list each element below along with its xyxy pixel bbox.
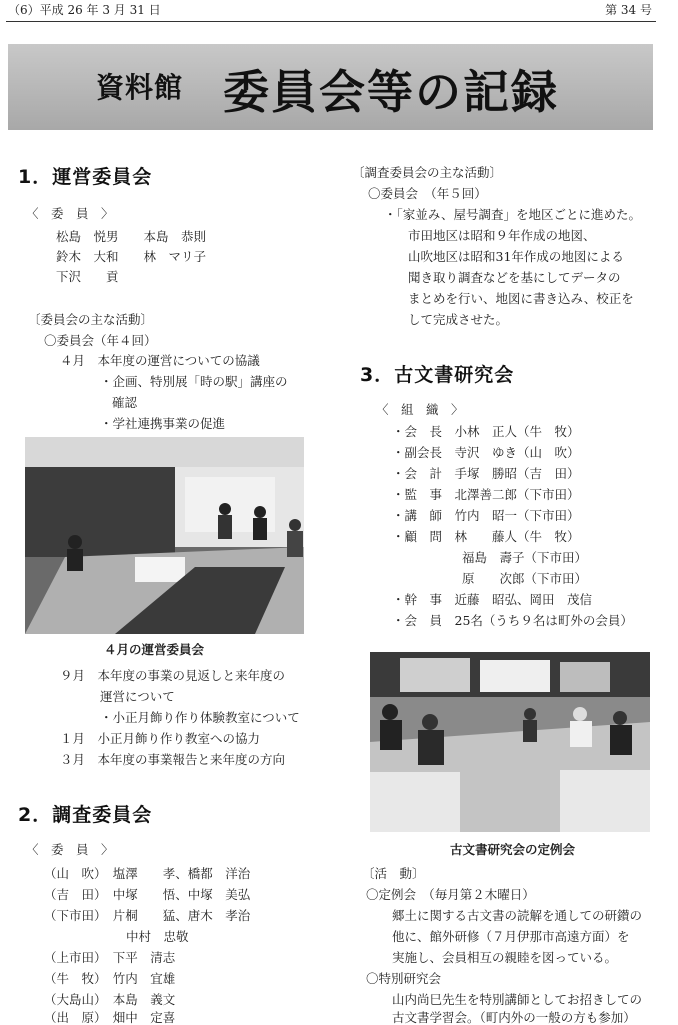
s3-act-line: 古文書学習会。（町内外の一般の方も参加） (392, 1010, 636, 1025)
s1-activities-label: 〔委員会の主な活動〕 (28, 312, 154, 327)
s3-org-row: 福島 壽子（下市田） (462, 550, 588, 565)
s3-activities-label: 〔活 動〕 (362, 866, 425, 881)
s3-org-row: ・会 員 25名（うち９名は町外の会員） (392, 613, 633, 628)
s1-line: ・企画、特別展「時の駅」講座の (100, 374, 288, 389)
s3-act-line: 山内尚巳先生を特別講師としてお招きしての (392, 992, 643, 1007)
section1-title: 1．運営委員会 (18, 166, 153, 188)
s1-line: １月 小正月飾り作り教室への協力 (60, 731, 261, 746)
s3-act-line: 他に、館外研修（７月伊那市高遠方面）を (392, 929, 630, 944)
s1-members-label: 〈 委 員 〉 (26, 206, 114, 221)
s1-line: ・学社連携事業の促進 (100, 416, 226, 431)
s3-act-line: 〇特別研究会 (366, 971, 442, 986)
s2-member-row: （下市田） 片桐 猛、唐木 孝治 (44, 908, 251, 923)
s3-org-row: ・顧 問 林 藤人（牛 牧） (392, 529, 580, 544)
header-rule (6, 21, 656, 22)
s3-org-row: 原 次郎（下市田） (462, 571, 588, 586)
s1-line: ・小正月飾り作り体験教室について (100, 710, 300, 725)
s1-line: 〇委員会（年４回） (44, 333, 157, 348)
issue-date: （6）平成 26 年 3 月 31 日 (8, 3, 161, 17)
issue-number: 第 34 号 (605, 3, 652, 17)
section2-title: 2．調査委員会 (18, 804, 153, 826)
survey-line: 〇委員会 （年５回） (368, 186, 487, 201)
s2-member-row: （大島山） 本島 義文 (44, 992, 176, 1007)
s2-member-row: （上市田） 下平 清志 (44, 950, 176, 965)
study-photo-illustration (370, 652, 650, 832)
meeting-photo-illustration (25, 437, 304, 634)
s1-line: 確認 (112, 395, 138, 410)
s1-line: ４月 本年度の運営についての協議 (60, 353, 260, 368)
banner-title: 委員会等の記録 (223, 65, 559, 119)
survey-line: して完成させた。 (408, 312, 509, 327)
s1-line: ３月 本年度の事業報告と来年度の方向 (60, 752, 286, 767)
s1-line: ９月 本年度の事業の見返しと来年度の (60, 668, 286, 683)
survey-line: ・「家並み、屋号調査」を地区ごとに進めた。 (384, 207, 642, 222)
s3-org-row: ・講 師 竹内 昭一（下市田） (392, 508, 580, 523)
page-header (0, 0, 678, 22)
section3-title: 3．古文書研究会 (360, 364, 515, 386)
s3-act-line: 〇定例会 （毎月第２木曜日） (366, 887, 535, 902)
photo-study-group (370, 652, 650, 832)
s2-member-row: （出 原） 畑中 定喜 (44, 1010, 176, 1025)
s2-member-row: （山 吹） 塩澤 孝、橋都 洋治 (44, 866, 251, 881)
s1-member-row: 鈴木 大和 林 マリ子 (56, 249, 207, 264)
photo-caption: ４月の運営委員会 (104, 642, 205, 657)
s3-org-row: ・会 長 小林 正人（牛 牧） (392, 424, 580, 439)
s2-member-row: （牛 牧） 竹内 宜雄 (44, 971, 176, 986)
survey-activities-label: 〔調査委員会の主な活動〕 (352, 165, 503, 180)
survey-line: まとめを行い、地図に書き込み、校正を (408, 291, 634, 306)
survey-line: 山吹地区は昭和31年作成の地図による (408, 249, 624, 264)
s2-member-row: 中村 忠敬 (126, 929, 189, 944)
photo-caption: 古文書研究会の定例会 (450, 842, 576, 857)
s1-member-row: 下沢 貢 (56, 269, 119, 284)
survey-line: 聞き取り調査などを基にしてデータの (408, 270, 621, 285)
s3-act-line: 実施し、会員相互の親睦を図っている。 (392, 950, 618, 965)
s3-org-label: 〈 組 織 〉 (376, 402, 464, 417)
s3-org-row: ・副会長 寺沢 ゆき（山 吹） (392, 445, 580, 460)
s1-member-row: 松島 悦男 本島 恭則 (56, 229, 207, 244)
s3-org-row: ・監 事 北澤善二郎（下市田） (392, 487, 580, 502)
survey-line: 市田地区は昭和９年作成の地図、 (408, 228, 596, 243)
s2-member-row: （吉 田） 中塚 悟、中塚 美弘 (44, 887, 251, 902)
banner-subtitle: 資料館 (96, 71, 184, 104)
photo-steering-meeting (25, 437, 304, 634)
title-banner (8, 44, 653, 130)
s3-org-row: ・幹 事 近藤 昭弘、岡田 茂信 (392, 592, 593, 607)
s2-members-label: 〈 委 員 〉 (26, 842, 114, 857)
s1-line: 運営について (100, 689, 175, 704)
s3-act-line: 郷土に関する古文書の読解を通しての研鑚の (392, 908, 643, 923)
s3-org-row: ・会 計 手塚 勝昭（吉 田） (392, 466, 580, 481)
